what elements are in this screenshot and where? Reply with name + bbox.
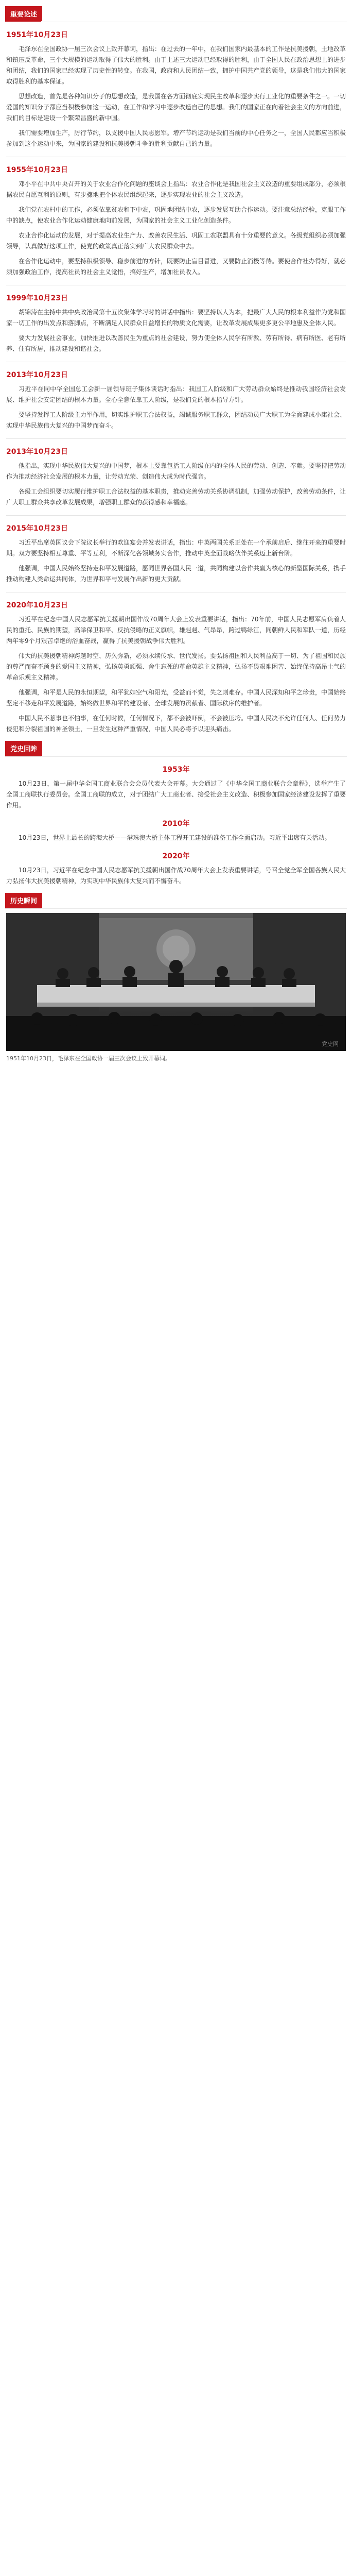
- entry: [0, 293, 352, 354]
- entry: [0, 164, 352, 278]
- entry-paragraph: 各级工会组织要切实履行维护职工合法权益的基本职责，推动完善劳动关系协调机制，加强劳动保护，改善劳动条件，让广大职工群众共享改革发展成果，增强职工群众的获得感和幸福感。: [6, 488, 346, 506]
- entry-paragraph: 习近平在同中华全国总工会新一届领导班子集体谈话时指出：我国工人阶级和广大劳动群众始终是推动我国经济社会发展、维护社会安定团结的根本力量。全心全意依靠工人阶级，是我们党的根本指导方针。: [6, 385, 346, 403]
- entry-date: 2013年10月23日: [6, 371, 68, 379]
- section-tag-label: 党史回眸: [5, 741, 42, 756]
- entry-date: 1953年: [162, 766, 190, 774]
- entry: [0, 764, 352, 811]
- entry-paragraph: 他指出，实现中华民族伟大复兴的中国梦，根本上要靠包括工人阶级在内的全体人民的劳动、创造、奉献。要坚持把劳动作为推动经济社会发展的根本力量，让劳动光荣、创造伟大成为时代强音。: [6, 462, 346, 480]
- entry-date: 1999年10月23日: [6, 294, 68, 302]
- entry-paragraph: 农业合作化运动的发展，对于提高农业生产力、改善农民生活、巩固工农联盟具有十分重要的意义。各级党组织必须加强领导，认真做好这项工作，使党的政策真正落实到广大农民群众中去。: [6, 232, 346, 250]
- entry: [0, 600, 352, 735]
- entry-date: 2020年10月23日: [6, 601, 68, 609]
- entry-paragraph: 中国人民不惹事也不怕事，在任何时候，任何情况下，都不会被吓倒，不会被压垮。中国人民决不允许任何人、任何势力侵犯和分裂祖国的神圣领土，一旦发生这种严重情况，中国人民必将予以迎头痛击。: [6, 715, 346, 733]
- entry: [0, 523, 352, 585]
- entry-date: 2020年: [162, 852, 190, 860]
- entry-paragraph: 思想改造，首先是各种知识分子的思想改造，是我国在各方面彻底实现民主改革和逐步实行工业化的重要条件之一。一切爱国的知识分子都应当积极参加这一运动，在工作和学习中逐步改造自己的思想。我们的国家正在向着社会主义的方向前进，我们的目标是建设一个繁荣昌盛的新中国。: [6, 93, 346, 122]
- entry-paragraph: 胡锦涛在主持中共中央政治局第十五次集体学习时的讲话中指出：要坚持以人为本，把最广大人民的根本利益作为党和国家一切工作的出发点和落脚点，不断满足人民群众日益增长的物质文化需要，让改革发展成果更多更公平地惠及全体人民。: [6, 309, 346, 327]
- entry-paragraph: 伟大的抗美援朝精神跨越时空、历久弥新，必须永续传承、世代发扬。要弘扬祖国和人民利益高于一切、为了祖国和民族的尊严而奋不顾身的爱国主义精神，弘扬英勇顽强、舍生忘死的革命英雄主义精神，弘扬不畏艰难困苦、始终保持高昂士气的革命乐观主义精神。: [6, 652, 346, 681]
- section-tag-rule: [5, 21, 41, 22]
- section-tag-label: 重要论述: [5, 6, 42, 21]
- entry-date: 1955年10月23日: [6, 166, 68, 174]
- entry-paragraph: 10月23日，习近平在纪念中国人民志愿军抗美援朝出国作战70周年大会上发表重要讲话，号召全党全军全国各族人民大力弘扬伟大抗美援朝精神，为实现中华民族伟大复兴而不懈奋斗。: [6, 867, 346, 885]
- entry-paragraph: 习近平出席英国议会下院议长举行的欢迎宴会并发表讲话，指出：中英两国关系正处在一个承前启后、继往开来的重要时期。双方要坚持相互尊重、平等互利，不断深化各领域务实合作，推动中英全面战略伙伴关系迈上新台阶。: [6, 539, 346, 557]
- entry-paragraph: 我们需要增加生产，厉行节约，以支援中国人民志愿军。增产节约运动是我们当前的中心任务之一，全国人民都应当积极参加到这个运动中来，为国家的建设和抗美援朝斗争的胜利贡献自己的力量。: [6, 129, 346, 147]
- section-tag-history-review: [5, 739, 347, 757]
- entry-paragraph: 我们党在农村中的工作，必须依靠贫农和下中农，巩固地团结中农，逐步发展互助合作运动。要注意总结经验，克服工作中的缺点，使农业合作化运动健康地向前发展，为国家的社会主义工业化创造条件。: [6, 206, 346, 224]
- entry: [0, 369, 352, 431]
- photo-caption: 1951年10月23日，毛泽东在全国政协一届三次会议上致开幕词。: [6, 1055, 171, 1062]
- watermark: 党史网: [322, 1041, 339, 1047]
- entry-paragraph: 毛泽东在全国政协一届三次会议上致开幕词，指出：在过去的一年中，在我们国家内最基本的工作是抗美援朝，土地改革和镇压反革命，三个大规模的运动取得了伟大的胜利。由于上述三大运动已经取得的胜利，由于全国人民在政治思想上的进步和团结，我们的国家已经实现了历史性的转变。在我国，政府和人民团结一致，拥护中国共产党的领导，这是我们伟大的国家取得胜利的基本保证。: [6, 45, 346, 85]
- entry-paragraph: 要坚持发挥工人阶级主力军作用，切实维护职工合法权益，竭诚服务职工群众，团结动员广大职工为全面建成小康社会、实现中华民族伟大复兴的中国梦而奋斗。: [6, 411, 346, 429]
- entry: [0, 446, 352, 508]
- section-tag-history-moment: [5, 891, 347, 909]
- entry: [0, 851, 352, 887]
- historical-photo-illustration: [6, 913, 346, 1051]
- historical-photo: [6, 913, 346, 1051]
- entry-date: 2010年: [162, 820, 190, 828]
- entry-date: 2015年10月23日: [6, 524, 68, 533]
- entry-date: 2013年10月23日: [6, 448, 68, 456]
- section-tag-important-remarks: [5, 4, 347, 22]
- entry-paragraph: 习近平在纪念中国人民志愿军抗美援朝出国作战70周年大会上发表重要讲话，指出：70年前，中国人民志愿军肩负着人民的重托、民族的期望，高举保卫和平、反抗侵略的正义旗帜，雄赳赳、气昂昂，跨过鸭绿江，同朝鲜人民和军队一道，历经两年零9个月艰苦卓绝的浴血奋战，赢得了抗美援朝战争伟大胜利。: [6, 616, 346, 645]
- entry-paragraph: 10月23日，第一届中华全国工商业联合会会员代表大会开幕。大会通过了《中华全国工商业联合会章程》，选举产生了全国工商联执行委员会。全国工商联的成立，对于团结广大工商业者、接受社会主义改造、积极参加国家经济建设发挥了重要作用。: [6, 780, 346, 809]
- entry-paragraph: 10月23日，世界上最长的跨海大桥——港珠澳大桥主体工程开工建设的准备工作全面启动。习近平出席有关活动。: [19, 834, 331, 841]
- divider: [6, 438, 346, 439]
- entry: [0, 29, 352, 149]
- section-tag-label: 历史瞬间: [5, 893, 42, 908]
- divider: [6, 515, 346, 516]
- entry-paragraph: 要大力发展社会事业，加快推进以改善民生为重点的社会建设，努力使全体人民学有所教、劳有所得、病有所医、老有所养、住有所居，推动建设和谐社会。: [6, 334, 346, 352]
- section-tag-rule: [5, 907, 41, 908]
- entry-paragraph: 他强调，和平是人民的永恒期望，和平犹如空气和阳光，受益而不觉，失之则难存。中国人民深知和平之珍贵，中国始终坚定不移走和平发展道路，始终做世界和平的建设者、全球发展的贡献者、国际秩序的维护者。: [6, 689, 346, 707]
- entry-paragraph: 他强调，中国人民始终坚持走和平发展道路，愿同世界各国人民一道，共同构建以合作共赢为核心的新型国际关系，携手推动构建人类命运共同体，为世界和平与发展作出新的更大贡献。: [6, 565, 346, 583]
- entry-date: 1951年10月23日: [6, 31, 68, 39]
- entry-paragraph: 在合作化运动中，要坚持积极领导、稳步前进的方针，既要防止盲目冒进，又要防止消极等待。要使合作社办得好，就必须加强政治工作，提高社员的社会主义觉悟，搞好生产，增加社员收入。: [6, 258, 346, 276]
- entry-paragraph: 邓小平在中共中央召开的关于农业合作化问题的座谈会上指出：农业合作化是我国社会主义改造的重要组成部分，必须根据农民自愿互利的原则，有步骤地把个体农民组织起来，逐步实现农业的社会主义改造。: [6, 180, 346, 198]
- section-tag-rule: [5, 755, 41, 756]
- entry: [0, 818, 352, 843]
